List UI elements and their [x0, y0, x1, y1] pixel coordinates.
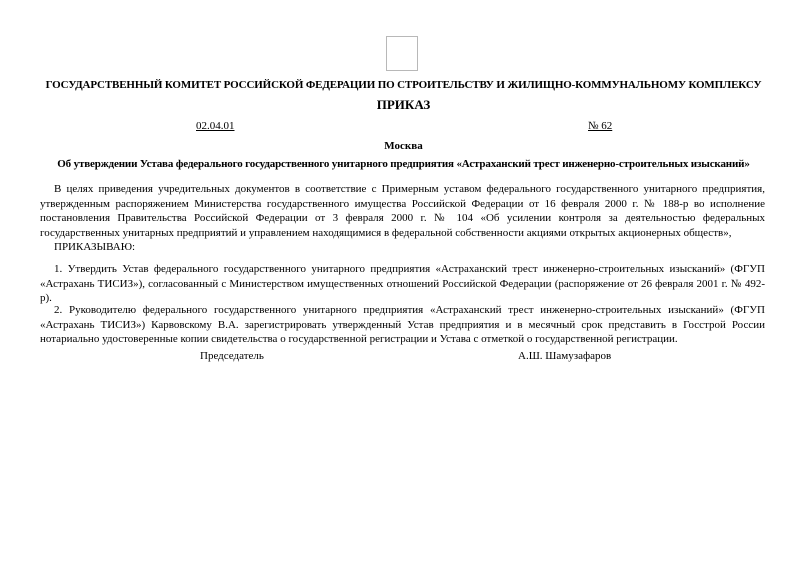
document-subject: Об утверждении Устава федерального государственного унитарного предприятия «Астраханский трест инженерно-строительных изысканий»: [57, 158, 750, 170]
emblem-placeholder: [386, 36, 418, 71]
signatory-title: Председатель: [200, 350, 264, 362]
agency-name: ГОСУДАРСТВЕННЫЙ КОМИТЕТ РОССИЙСКОЙ ФЕДЕРАЦИИ ПО СТРОИТЕЛЬСТВУ И ЖИЛИЩНО-КОММУНАЛЬНОМУ КОМПЛЕКСУ: [45, 79, 762, 91]
order-word: ПРИКАЗЫВАЮ:: [54, 241, 136, 253]
order-item-1: 1. Утвердить Устав федерального государственного унитарного предприятия «Астраханский трест инженерно-строительных изысканий» (ФГУП «Астрахань ТИСИЗ»), согласованный с Министерством имущественных отношений Российской Федерации (распоряжение от 26 февраля 2001 г. № 492-р).: [40, 263, 765, 304]
preamble-paragraph: В целях приведения учредительных документов в соответствие с Примерным уставом федерального государственного унитарного предприятия, утвержденным распоряжением Министерства государственного имущества Российской Федерации от 16 февраля 2000 г. № 188-р во исполнение постановления Правительства Российской Федерации от 3 февраля 2000 г. № 104 «Об усилении контроля за деятельностью федеральных государственных унитарных предприятий и управлением находящимися в федеральной собственности акциями открытых акционерных обществ»,: [40, 183, 765, 239]
order-item-2: 2. Руководителю федерального государственного унитарного предприятия «Астраханский трест инженерно-строительных изысканий» (ФГУП «Астрахань ТИСИЗ») Карвовскому В.А. зарегистрировать утвержденный Устав предприятия и в месячный срок представить в Госстрой России нотариально удостоверенные копии свидетельства о государственной регистрации и Устава с отметкой о государственной регистрации.: [40, 304, 765, 345]
signatory-name: А.Ш. Шамузафаров: [518, 350, 612, 362]
document-city: Москва: [384, 140, 423, 152]
document-date: 02.04.01: [196, 120, 235, 132]
document-number: № 62: [588, 120, 613, 132]
document-type: ПРИКАЗ: [376, 97, 431, 112]
